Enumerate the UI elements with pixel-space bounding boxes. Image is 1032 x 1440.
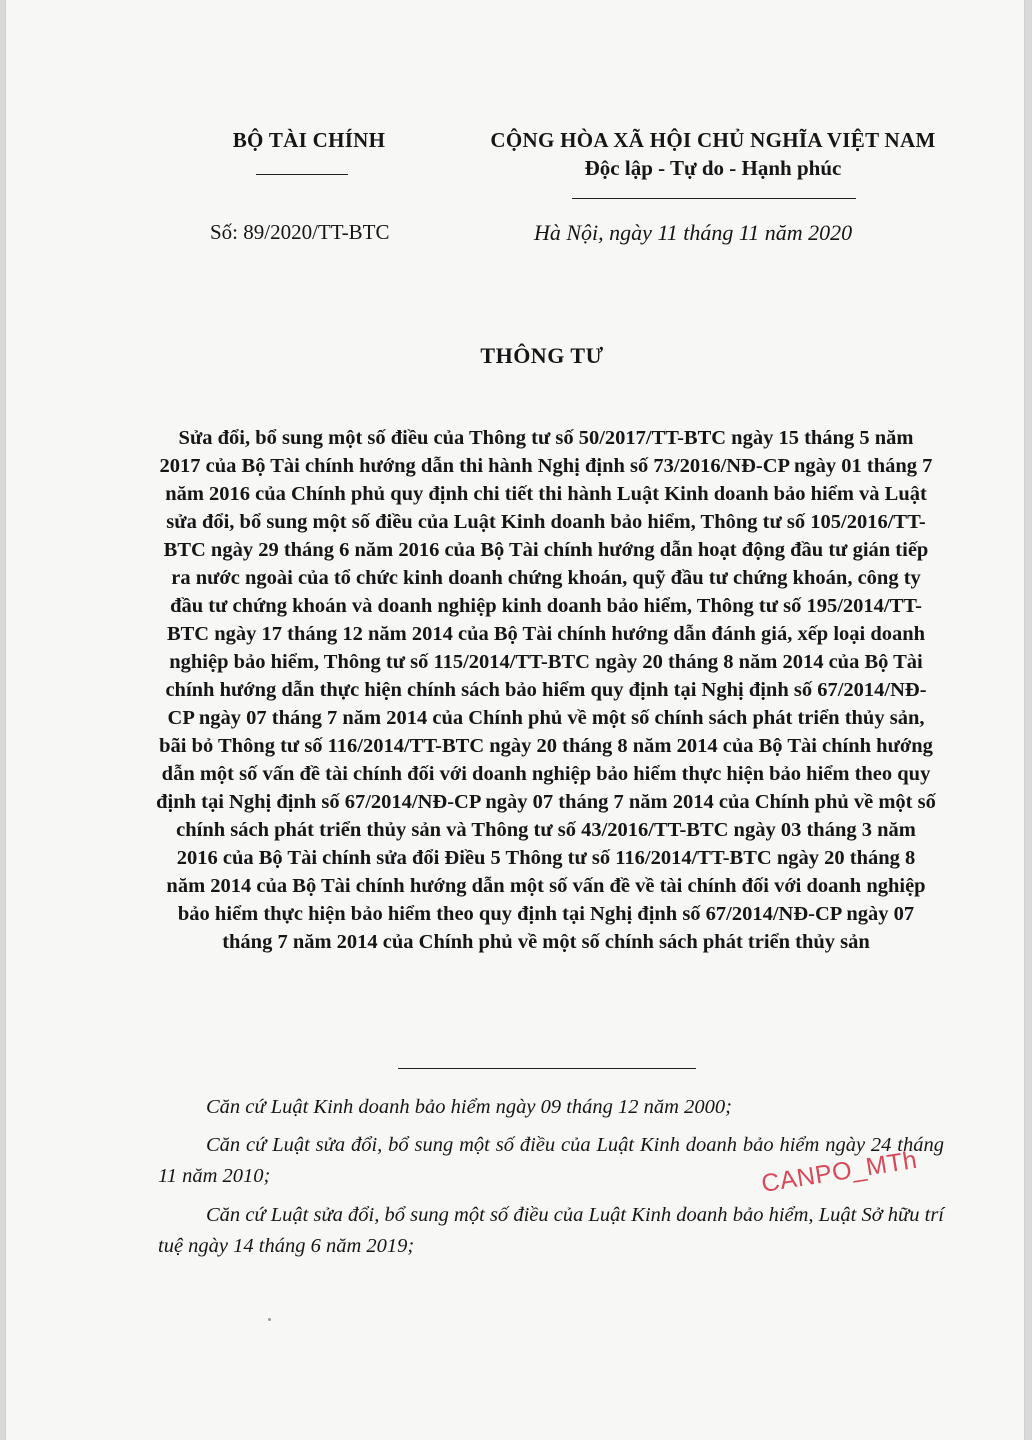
legal-basis-text: Căn cứ Luật sửa đổi, bổ sung một số điều của Luật Kinh doanh bảo hiểm, Luật Sở hữu trí tuệ ngày 14 tháng 6 năm 2019; [158, 1204, 944, 1257]
document-number: Số: 89/2020/TT-BTC [210, 220, 390, 244]
legal-basis-1 [158, 1092, 944, 1123]
legal-basis-text: Căn cứ Luật Kinh doanh bảo hiểm ngày 09 tháng 12 năm 2000; [206, 1096, 732, 1118]
legal-basis-3 [158, 1200, 944, 1262]
agency-underline [256, 174, 348, 175]
issuing-agency: BỘ TÀI CHÍNH [232, 128, 386, 152]
national-motto: Độc lập - Tự do - Hạnh phúc [584, 156, 842, 180]
national-title: CỘNG HÒA XÃ HỘI CHỦ NGHĨA VIỆT NAM [490, 128, 936, 152]
subject-separator [398, 1068, 696, 1069]
motto-underline [572, 198, 856, 199]
watermark-text: CANPO_MTh [759, 1145, 920, 1199]
scan-speck [268, 1318, 271, 1321]
document-type-title: THÔNG TƯ [480, 343, 604, 368]
place-and-date: Hà Nội, ngày 11 tháng 11 năm 2020 [534, 220, 853, 245]
document-header [6, 128, 1024, 258]
legal-basis-text: Căn cứ Luật sửa đổi, bổ sung một số điều của Luật Kinh doanh bảo hiểm ngày 24 tháng 11 năm 2010; [158, 1134, 944, 1187]
document-page [6, 0, 1024, 1440]
document-subject: Sửa đổi, bổ sung một số điều của Thông tư số 50/2017/TT-BTC ngày 15 tháng 5 năm 2017 của Bộ Tài chính hướng dẫn thi hành Nghị định số 73/2016/NĐ-CP ngày 01 tháng 7 năm 2016 của Chính phủ quy định chi tiết thi hành Luật Kinh doanh bảo hiểm và Luật sửa đổi, bổ sung một số điều của Luật Kinh doanh bảo hiểm, Thông tư số 105/2016/TT-BTC ngày 29 tháng 6 năm 2016 của Bộ Tài chính hướng dẫn hoạt động đầu tư gián tiếp ra nước ngoài của tổ chức kinh doanh chứng khoán, quỹ đầu tư chứng khoán, công ty đầu tư chứng khoán và doanh nghiệp kinh doanh bảo hiểm, Thông tư số 195/2014/TT-BTC ngày 17 tháng 12 năm 2014 của Bộ Tài chính hướng dẫn đánh giá, xếp loại doanh nghiệp bảo hiểm, Thông tư số 115/2014/TT-BTC ngày 20 tháng 8 năm 2014 của Bộ Tài chính hướng dẫn thực hiện chính sách bảo hiểm quy định tại Nghị định số 67/2014/NĐ-CP ngày 07 tháng 7 năm 2014 của Chính phủ về một số chính sách phát triển thủy sản, bãi bỏ Thông tư số 116/2014/TT-BTC ngày 20 tháng 8 năm 2014 của Bộ Tài chính hướng dẫn một số vấn đề tài chính đối với doanh nghiệp bảo hiểm thực hiện bảo hiểm theo quy định tại Nghị định số 67/2014/NĐ-CP ngày 07 tháng 7 năm 2014 của Chính phủ về một số chính sách phát triển thủy sản và Thông tư số 43/2016/TT-BTC ngày 03 tháng 3 năm 2016 của Bộ Tài chính sửa đổi Điều 5 Thông tư số 116/2014/TT-BTC ngày 20 tháng 8 năm 2014 của Bộ Tài chính hướng dẫn một số vấn đề về tài chính đối với doanh nghiệp bảo hiểm thực hiện bảo hiểm theo quy định tại Nghị định số 67/2014/NĐ-CP ngày 07 tháng 7 năm 2014 của Chính phủ về một số chính sách phát triển thủy sản [156, 427, 936, 953]
